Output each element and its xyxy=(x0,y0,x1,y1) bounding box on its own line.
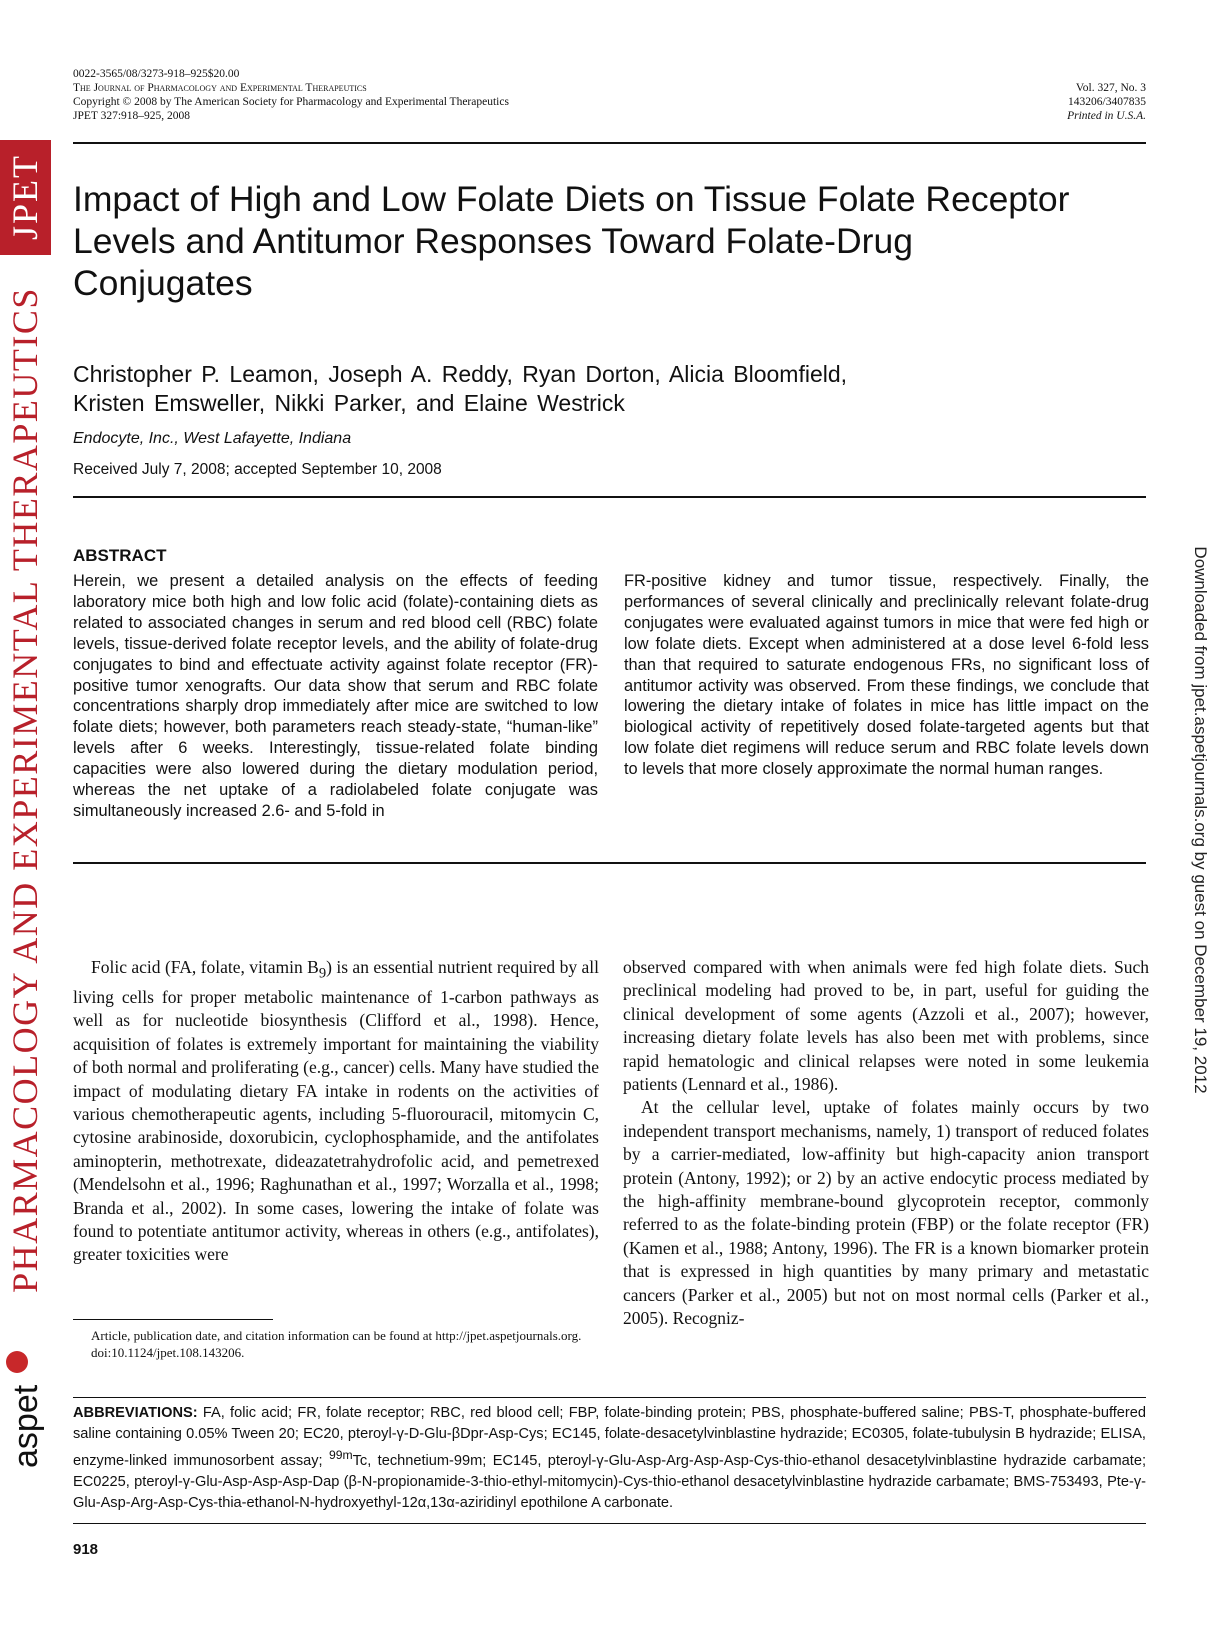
body-text: Folic acid (FA, folate, vitamin B xyxy=(91,957,319,977)
article-title: Impact of High and Low Folate Diets on Tissue Folate Receptor Levels and Antitumor Responses Toward Folate-Drug Conjugates xyxy=(73,179,1070,303)
header-right xyxy=(1067,81,1146,123)
spine-tab-label: JPET xyxy=(5,153,45,241)
abbreviations-block xyxy=(73,1403,1146,1514)
issn-line: 0022-3565/08/3273-918–925$20.00 xyxy=(73,68,240,80)
abstract-right-column: FR-positive kidney and tumor tissue, respectively. Finally, the performances of several clinically and preclinically relevant folate-drug conjugates were evaluated against tumors in mice that were fed high or low folate diets. Except when administered at a dose level 6-fold less than that required to saturate endogenous FRs, no significant loss of antitumor activity was observed. From these findings, we conclude that lowering the dietary intake of folates in mice has little impact on the biological activity of repetitively dosed folate-targeted agents but that low folate diet regimens will reduce serum and RBC folate levels down to levels that more closely approximate the normal human ranges. xyxy=(624,572,1149,779)
body-left-column xyxy=(73,956,599,1267)
header-left xyxy=(73,67,509,123)
journal-name: The Journal of Pharmacology and Experimental Therapeutics xyxy=(73,82,367,94)
citation-line: JPET 327:918–925, 2008 xyxy=(73,110,191,122)
received-dates: Received July 7, 2008; accepted September 10, 2008 xyxy=(73,461,442,478)
aspet-logo-text: aspet xyxy=(7,1384,45,1468)
footnote xyxy=(73,1327,599,1361)
abbreviations-bottom-rule xyxy=(73,1523,1146,1524)
body-paragraph xyxy=(73,956,599,1267)
abstract-left-column: Herein, we present a detailed analysis on the effects of feeding laboratory mice both high and low folic acid (folate)-containing diets as related to associated changes in serum and red blood cell (RBC) folate levels, tissue-derived folate receptor levels, and the ability of folate-drug conjugates to bind and effectuate activity against folate receptor (FR)-positive tumor xenografts. Our data show that serum and RBC folate concentrations sharply drop immediately after mice are switched to low folate diets; however, both parameters reach steady-state, “human-like” levels after 6 weeks. Interestingly, tissue-related folate binding capacities were also lowered during the dietary modulation period, whereas the net uptake of a radiolabeled folate conjugate was simultaneously increased 2.6- and 5-fold in xyxy=(73,572,598,820)
body-text: ) is an essential nutrient required by all living cells for proper metabolic maintenance of 1-carbon pathways as well as for nucleotide biosynthesis (Clifford et al., 1998). Hence, acquisition of folates is extremely important for maintaining the viability of both normal and proliferating (e.g., cancer) cells. Many have studied the impact of modulating dietary FA intake in rodents on the activities of various chemotherapeutic agents, including 5-fluorouracil, mitomycin C, cytosine arabinoside, doxorubicin, cyclophosphamide, and the antifolates aminopterin, methotrexate, dideazatetrahydrofolic acid, and pemetrexed (Mendelsohn et al., 1996; Raghunathan et al., 1997; Worzalla et al., 1998; Branda et al., 2002). In some cases, lowering the intake of folate was found to potentiate antitumor activity, whereas in others (e.g., antifolates), greater toxicities were xyxy=(73,957,599,1265)
copyright-line: Copyright © 2008 by The American Society for Pharmacology and Experimental Therapeutics xyxy=(73,96,509,108)
volume-line: Vol. 327, No. 3 xyxy=(1075,82,1146,94)
aspet-logo-mark xyxy=(6,1351,28,1373)
authors-line-1: Christopher P. Leamon, Joseph A. Reddy, Ryan Dorton, Alicia Bloomfield, xyxy=(73,361,848,387)
abstract-bottom-rule xyxy=(73,862,1146,864)
affiliation: Endocyte, Inc., West Lafayette, Indiana xyxy=(73,430,352,447)
authors-line-2: Kristen Emsweller, Nikki Parker, and Elaine Westrick xyxy=(73,390,625,416)
body-right-column xyxy=(623,956,1149,1331)
footnote-article-info: Article, publication date, and citation information can be found at http://jpet.aspetjournals.org. xyxy=(91,1328,582,1343)
footnote-rule xyxy=(73,1319,273,1320)
spine-journal-name: PHARMACOLOGY AND EXPERIMENTAL THERAPEUTICS xyxy=(5,287,45,1293)
body-paragraph: observed compared with when animals were fed high folate diets. Such preclinical modeling had proved to be, in part, useful for guiding the clinical development of some agents (Azzoli et al., 2007); however, increasing dietary folate levels has also been met with problems, since rapid hematologic and clinical relapses were noted in some leukemia patients (Lennard et al., 1986). xyxy=(623,957,1149,1095)
author-list xyxy=(73,360,973,418)
download-note: Downloaded from jpet.aspetjournals.org by guest on December 19, 2012 xyxy=(1191,546,1210,1094)
page-number: 918 xyxy=(73,1541,99,1558)
body-paragraph: At the cellular level, uptake of folates mainly occurs by two independent transport mechanisms, namely, 1) transport of reduced folates by a carrier-mediated, low-affinity but high-capacity anion transport protein (Antony, 1992); or 2) by an active endocytic process mediated by the high-affinity membrane-bound glycoprotein receptor, commonly referred to as the folate-binding protein (FBP) or the folate receptor (FR) (Kamen et al., 1988; Antony, 1996). The FR is a known biomarker protein that is expressed in high quantities by many primary and metastatic cancers (Parker et al., 2005) but not on most normal cells (Parker et al., 2005). Recogniz- xyxy=(623,1097,1149,1329)
abstract-heading: ABSTRACT xyxy=(73,546,167,565)
footnote-doi: doi:10.1124/jpet.108.143206. xyxy=(91,1345,245,1360)
header-rule xyxy=(73,142,1146,144)
aspet-logo xyxy=(0,1330,51,1490)
abbreviations-top-rule xyxy=(73,1397,1146,1398)
abstract-top-rule xyxy=(73,496,1146,498)
printed-line: Printed in U.S.A. xyxy=(1067,110,1146,122)
vitamin-subscript: 9 xyxy=(318,965,327,982)
abbreviations-text: Tc, technetium-99m; EC145, pteroyl-γ-Glu-Asp-Arg-Asp-Asp-Cys-thio-ethanol desacetylvinblastine hydrazide carbamate; EC0225, pteroyl-γ-Glu-Asp-Asp-Asp-Dap (β-N-propionamide-3-thio-ethyl-mitomycin)-Cys-thio-ethanol desacetylvinblastine hydrazide carbamate; BMS-753493, Pte-γ-Glu-Asp-Arg-Asp-Cys-thia-ethanol-N-hydroxyethyl-12α,13α-aziridinyl epothilone A carbonate. xyxy=(73,1452,1146,1511)
abbreviations-label: ABBREVIATIONS: xyxy=(73,1405,198,1421)
abbreviations-text: FA, folic acid; FR, folate receptor; RBC, red blood cell; FBP, folate-binding protein; PBS, phosphate-buffered saline; PBS-T, phosphate-buffered saline containing 0.05% Tween 20; EC20, pteroyl-γ-D-Glu-βDpr-Asp-Cys; EC145, folate-desacetylvinblastine hydrazide; EC0305, folate-tubulysin B hydrazide; ELISA, enzyme-linked immunosorbent assay; xyxy=(73,1405,1146,1469)
article-id: 143206/3407835 xyxy=(1068,96,1146,108)
isotope-superscript: 99m xyxy=(328,1448,353,1462)
